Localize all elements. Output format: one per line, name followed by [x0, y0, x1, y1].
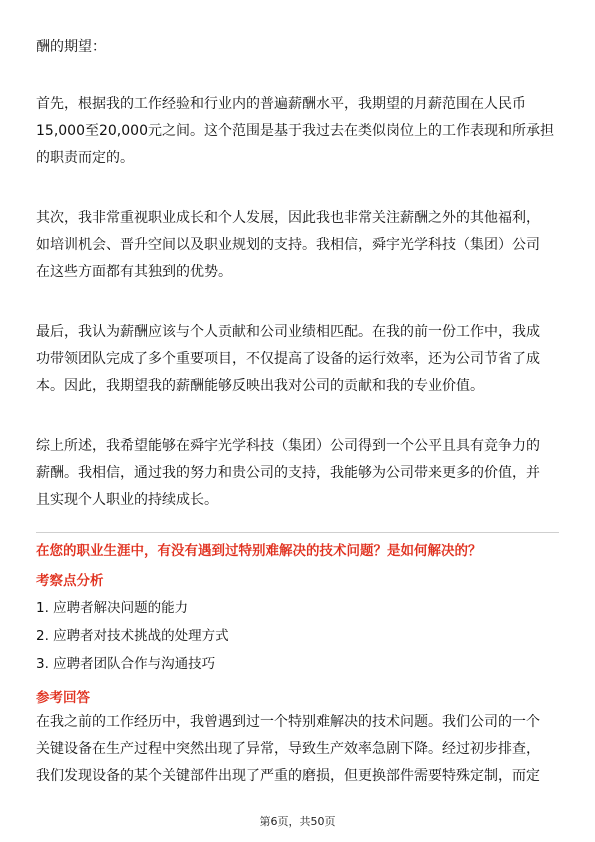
- analysis-item: 2. 应聘者对技术挑战的处理方式: [36, 628, 229, 644]
- answer-line: 在我之前的工作经历中，我曾遇到过一个特别难解决的技术问题。我们公司的一个: [36, 714, 540, 730]
- paragraph-line: 且实现个人职业的持续成长。: [36, 492, 218, 508]
- section-divider: [36, 532, 559, 533]
- paragraph-line: 本。因此，我期望我的薪酬能够反映出我对公司的贡献和我的专业价值。: [36, 378, 484, 394]
- answer-line: 关键设备在生产过程中突然出现了异常，导致生产效率急剧下降。经过初步排查，: [36, 741, 540, 757]
- answer-title: 参考回答: [36, 690, 90, 706]
- page-number: 第6页，共50页: [259, 815, 336, 828]
- document-page: [36, 0, 559, 842]
- answer-line: 我们发现设备的某个关键部件出现了严重的磨损，但更换部件需要特殊定制，而定: [36, 768, 540, 784]
- paragraph-line: 在这些方面都有其独到的优势。: [36, 264, 232, 280]
- paragraph-line: 其次，我非常重视职业成长和个人发展，因此我也非常关注薪酬之外的其他福利，: [36, 210, 540, 226]
- intro-heading-text: 酬的期望：: [36, 39, 106, 55]
- paragraph-line: 15,000至20,000元之间。这个范围是基于我过去在类似岗位上的工作表现和所承担: [36, 123, 554, 139]
- paragraph-line: 功带领团队完成了多个重要项目，不仅提高了设备的运行效率，还为公司节省了成: [36, 351, 540, 367]
- paragraph-summary: [36, 433, 559, 514]
- paragraph-career-growth: [36, 205, 559, 286]
- paragraph-line: 的职责而定的。: [36, 150, 134, 166]
- paragraph-line: 最后，我认为薪酬应该与个人贡献和公司业绩相匹配。在我的前一份工作中，我成: [36, 324, 540, 340]
- analysis-item: 3. 应聘者团队合作与沟通技巧: [36, 656, 216, 672]
- analysis-item: 1. 应聘者解决问题的能力: [36, 600, 189, 616]
- paragraph-line: 如培训机会、晋升空间以及职业规划的支持。我相信，舜宇光学科技（集团）公司: [36, 237, 540, 253]
- interview-question: 在您的职业生涯中，有没有遇到过特别难解决的技术问题？是如何解决的？: [36, 543, 482, 559]
- intro-heading: [36, 34, 559, 61]
- paragraph-line: 综上所述，我希望能够在舜宇光学科技（集团）公司得到一个公平且具有竞争力的: [36, 438, 540, 454]
- paragraph-contribution: [36, 319, 559, 400]
- paragraph-line: 薪酬。我相信，通过我的努力和贵公司的支持，我能够为公司带来更多的价值，并: [36, 465, 540, 481]
- answer-body: [36, 709, 559, 790]
- analysis-title: 考察点分析: [36, 573, 104, 589]
- paragraph-line: 首先，根据我的工作经验和行业内的普遍薪酬水平，我期望的月薪范围在人民币: [36, 96, 526, 112]
- paragraph-salary-range: [36, 91, 559, 172]
